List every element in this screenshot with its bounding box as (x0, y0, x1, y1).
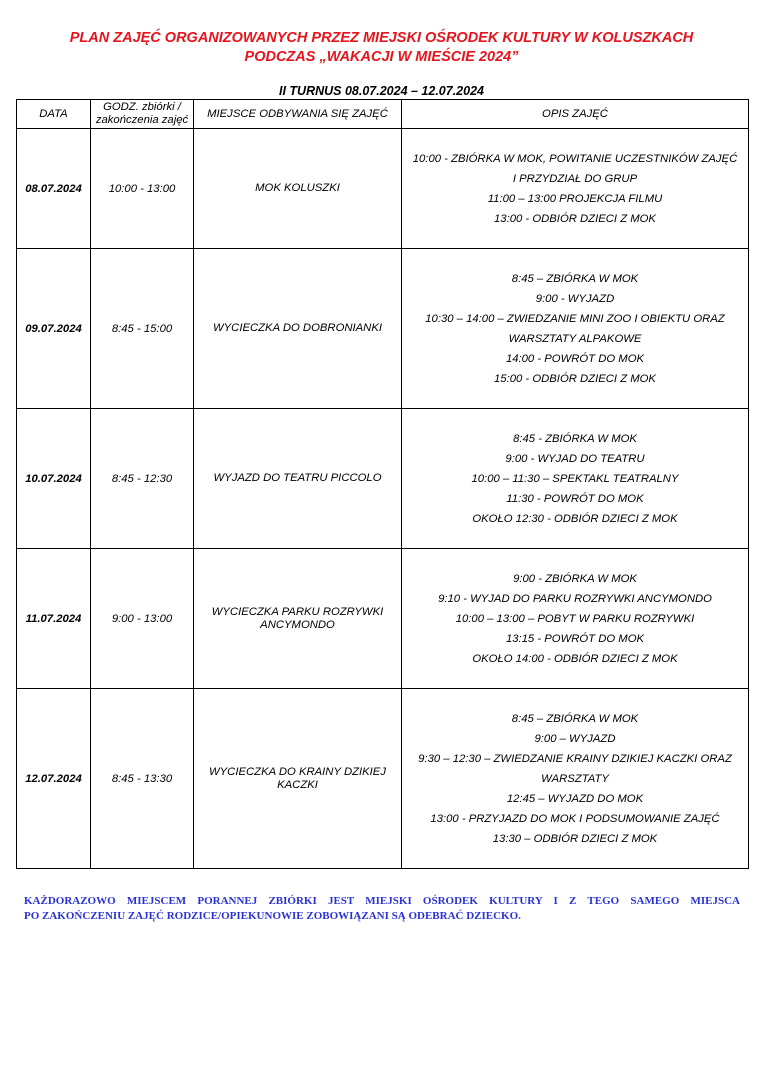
row-desc (402, 689, 749, 869)
desc-line: 9:00 - WYJAD DO TEATRU (505, 452, 645, 465)
desc-line: 8:45 – ZBIÓRKA W MOK (511, 272, 639, 285)
turnus-heading: II TURNUS 08.07.2024 – 12.07.2024 (279, 84, 484, 98)
desc-line: 12:45 – WYJAZD DO MOK (506, 792, 644, 805)
desc-line: 13:30 – ODBIÓR DZIECI Z MOK (492, 832, 658, 845)
desc-line: 8:45 - ZBIÓRKA W MOK (513, 432, 637, 445)
desc-line: 10:00 – 13:00 – POBYT W PARKU ROZRYWKI (455, 612, 695, 625)
row-place-line-1: WYCIECZKA PARKU ROZRYWKI (211, 605, 384, 618)
row-hours: 8:45 - 12:30 (91, 409, 194, 549)
row-desc (402, 409, 749, 549)
document-title (0, 29, 763, 67)
desc-line: 11:00 – 13:00 PROJEKCJA FILMU (487, 192, 663, 205)
row-place (194, 689, 402, 869)
header-hours-line-1: GODZ. zbiórki / (103, 101, 181, 113)
desc-line: I PRZYDZIAŁ DO GRUP (512, 172, 638, 185)
header-date: DATA (17, 100, 91, 129)
row-date: 11.07.2024 (17, 549, 91, 689)
row-place-line-1: WYCIECZKA DO DOBRONIANKI (212, 322, 383, 334)
desc-line: 11:30 - POWRÓT DO MOK (506, 492, 644, 505)
table-header-row (17, 100, 749, 129)
row-hours: 9:00 - 13:00 (91, 549, 194, 689)
table-row (17, 129, 749, 249)
desc-line: 9:00 - ZBIÓRKA W MOK (513, 572, 637, 585)
desc-line: WARSZTATY ALPAKOWE (508, 332, 642, 345)
row-hours: 8:45 - 15:00 (91, 249, 194, 409)
row-place (194, 409, 402, 549)
row-place-line-2: ANCYMONDO (260, 618, 335, 631)
row-desc (402, 249, 749, 409)
title-line-1: PLAN ZAJĘĆ ORGANIZOWANYCH PRZEZ MIEJSKI OŚRODEK KULTURY W KOLUSZKACH (69, 30, 694, 46)
row-hours: 10:00 - 13:00 (91, 129, 194, 249)
desc-line: 15:00 - ODBIÓR DZIECI Z MOK (494, 372, 656, 385)
desc-line: 9:10 - WYJAD DO PARKU ROZRYWKI ANCYMONDO (438, 592, 712, 605)
note-line-2: PO ZAKOŃCZENIU ZAJĘĆ RODZICE/OPIEKUNOWIE ZOBOWIĄZANI SĄ ODEBRAĆ DZIECKO. (24, 910, 521, 922)
desc-line: OKOŁO 14:00 - ODBIÓR DZIECI Z MOK (472, 652, 678, 665)
row-place-line-1: WYCIECZKA DO KRAINY DZIKIEJ (208, 765, 386, 778)
desc-line: 13:15 - POWRÓT DO MOK (505, 632, 645, 645)
desc-line: WARSZTATY (541, 772, 609, 785)
row-date: 12.07.2024 (17, 689, 91, 869)
row-hours: 8:45 - 13:30 (91, 689, 194, 869)
header-hours (91, 100, 194, 129)
row-place-line-2: KACZKI (277, 778, 318, 791)
schedule-table (16, 99, 749, 869)
row-date: 09.07.2024 (17, 249, 91, 409)
row-place (194, 549, 402, 689)
row-date: 08.07.2024 (17, 129, 91, 249)
desc-line: 10:30 – 14:00 – ZWIEDZANIE MINI ZOO I OBIEKTU ORAZ (425, 312, 725, 325)
header-desc: OPIS ZAJĘĆ (402, 100, 749, 129)
pickup-note (24, 894, 740, 924)
desc-line: 9:30 – 12:30 – ZWIEDZANIE KRAINY DZIKIEJ KACZKI ORAZ (418, 752, 732, 765)
table-row (17, 549, 749, 689)
desc-line: 8:45 – ZBIÓRKA W MOK (511, 712, 639, 725)
note-line-1: KAŻDORAZOWO MIEJSCEM PORANNEJ ZBIÓRKI JEST MIEJSKI OŚRODEK KULTURY I Z TEGO SAMEGO MIEJSCA (24, 895, 740, 907)
desc-line: 13:00 - ODBIÓR DZIECI Z MOK (494, 212, 656, 225)
row-date: 10.07.2024 (17, 409, 91, 549)
row-place (194, 249, 402, 409)
desc-line: 10:00 – 11:30 – SPEKTAKL TEATRALNY (471, 472, 679, 485)
table-row (17, 249, 749, 409)
table-row (17, 689, 749, 869)
desc-line: 9:00 - WYJAZD (535, 292, 615, 305)
desc-line: OKOŁO 12:30 - ODBIÓR DZIECI Z MOK (472, 512, 678, 525)
row-place (194, 129, 402, 249)
header-place: MIEJSCE ODBYWANIA SIĘ ZAJĘĆ (194, 100, 402, 129)
table-row (17, 409, 749, 549)
row-desc (402, 129, 749, 249)
desc-line: 10:00 - ZBIÓRKA W MOK, POWITANIE UCZESTNIKÓW ZAJĘĆ (412, 152, 738, 165)
row-place-line-1: MOK KOLUSZKI (255, 182, 340, 194)
header-hours-line-2: zakończenia zajęć (95, 114, 189, 126)
row-place-line-1: WYJAZD DO TEATRU PICCOLO (213, 472, 382, 484)
title-line-2: PODCZAS „WAKACJI W MIEŚCIE 2024” (244, 49, 519, 65)
row-desc (402, 549, 749, 689)
desc-line: 9:00 – WYJAZD (534, 732, 616, 745)
desc-line: 14:00 - POWRÓT DO MOK (505, 352, 645, 365)
desc-line: 13:00 - PRZYJAZD DO MOK I PODSUMOWANIE ZAJĘĆ (430, 812, 720, 825)
